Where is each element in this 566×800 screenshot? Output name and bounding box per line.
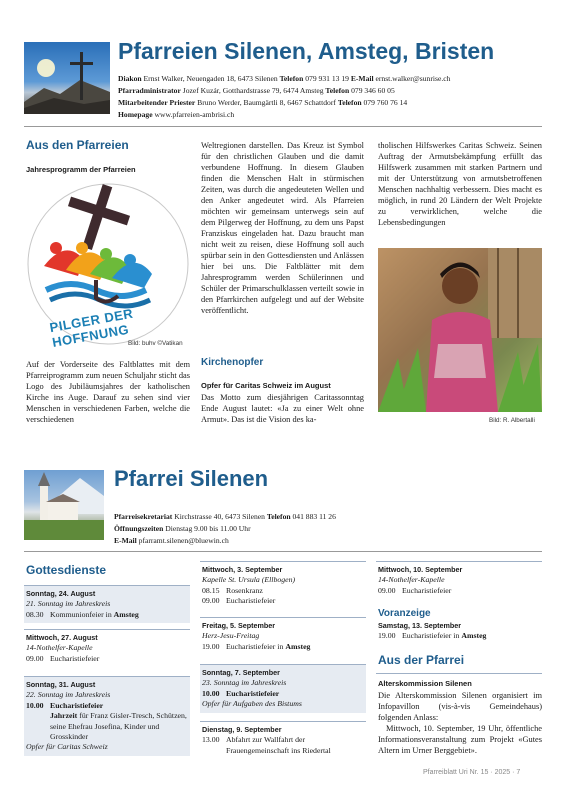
divider xyxy=(24,126,542,127)
page-footer: Pfarreiblatt Uri Nr. 15 · 2025 · 7 xyxy=(423,769,521,776)
logo-text: PILGER DER HOFFNUNG xyxy=(48,305,135,350)
page-title: Pfarreien Silenen, Amsteg, Bristen xyxy=(118,38,495,64)
text-col1: Auf der Vorderseite des Faltblattes mit dem Pfarreiprogramm zum neuen Schuljahr sticht das Logo des Jubiläumsjahres der katholischen Kirche ins Auge. Darauf zu sehen sind vier Menschen in verschiedenen Farben, welche die verschiedenen xyxy=(26,360,190,424)
contact-pfarradministrator: Pfarradministrator Jozef Kuzár, Gotthardstrasse 79, 6474 Amsteg Telefon 079 346 60 05 xyxy=(118,86,395,95)
section-title-silenen: Pfarrei Silenen xyxy=(114,466,269,491)
divider xyxy=(24,551,542,552)
service-entry: Samstag, 13. September 19.00 Eucharistiefeier in Amsteg xyxy=(378,621,487,641)
contact-email[interactable]: E-Mail pfarramt.silenen@bluewin.ch xyxy=(114,536,229,545)
cross-mountain-photo xyxy=(24,42,110,114)
service-entry: Mittwoch, 10. September 14-Nothelfer-Kapelle 09.00 Eucharistiefeier xyxy=(376,561,542,599)
section-heading-gottesdienste: Gottesdienste xyxy=(26,563,107,577)
contact-hours: Öffnungszeiten Dienstag 9.00 bis 11.00 Uhr xyxy=(114,524,251,533)
logo-credit: Bild: buhv ©Vatikan xyxy=(128,340,183,347)
contact-sekretariat: Pfarreisekretariat Kirchstrasse 40, 6473 Silenen Telefon 041 883 11 26 xyxy=(114,512,336,521)
section-heading-voranzeige: Voranzeige xyxy=(378,608,431,619)
woman-photo xyxy=(378,248,542,412)
section-heading-pfarreien: Aus den Pfarreien xyxy=(26,138,129,152)
text-kirchenopfer: Das Motto zum diesjährigen Caritassonntag Ende August lautet: «Ja zu einer Welt ohne Armut». Das ist die Vision des ka- xyxy=(201,393,364,424)
service-entry: Mittwoch, 27. August 14-Nothelfer-Kapelle 09.00 Eucharistiefeier xyxy=(24,629,190,667)
photo-credit: Bild: R. Albertalli xyxy=(489,417,535,424)
subheading-caritas: Opfer für Caritas Schweiz im August xyxy=(201,381,331,390)
section-heading-kirchenopfer: Kirchenopfer xyxy=(201,357,264,368)
contact-homepage[interactable]: Homepage www.pfarreien-ambrisi.ch xyxy=(118,110,235,119)
church-photo xyxy=(24,470,104,540)
text-alterskommission: Die Alterskommission Silenen organisiert im Infopavillon (vis-à-vis Gemeindehaus) folgenden Anlass: Mittwoch, 10. September, 19 Uhr, öffentliche Informationsveranstaltung zum Projekt «Gutes Altern im Urner Berggebiet». xyxy=(378,691,542,755)
service-entry: Freitag, 5. September Herz-Jesu-Freitag 19.00 Eucharistiefeier in Amsteg xyxy=(200,617,366,655)
subheading-jahresprogramm: Jahresprogramm der Pfarreien xyxy=(26,165,136,174)
contact-priester: Mitarbeitender Priester Bruno Werder, Baumgärtli 8, 6467 Schattdorf Telefon 079 760 76 14 xyxy=(118,98,408,107)
contact-diakon: Diakon Ernst Walker, Neuengaden 18, 6473 Silenen Telefon 079 931 13 19 E-Mail ernst.walker@sunrise.ch xyxy=(118,74,451,83)
service-entry: Mittwoch, 3. September Kapelle St. Ursula (Ellbogen) 08.15 Rosenkranz 09.00 Eucharistiefeier xyxy=(200,561,366,610)
service-entry: Sonntag, 24. August 21. Sonntag im Jahreskreis 08.30 Kommunionfeier in Amsteg xyxy=(24,585,190,623)
subheading-alterskommission: Alterskommission Silenen xyxy=(378,679,472,688)
divider xyxy=(376,673,542,674)
text-col3-cont: Dies macht es möglich, in rund 20 Ländern der Welt Projekte zu verwirklichen, welche die Lebensbedingungen xyxy=(378,185,542,227)
jubilee-logo xyxy=(26,178,190,348)
service-entry: Dienstag, 9. September 13.00 Abfahrt zur Wallfahrt der Frauengemeinschaft ins Riedertal xyxy=(200,721,366,759)
section-heading-aus-der-pfarrei: Aus der Pfarrei xyxy=(378,653,465,667)
text-col2: Weltregionen darstellen. Das Kreuz ist Symbol für den christlichen Glauben und die damit verbundene Hoffnung. In diesem Glauben finden die Menschen Halt in stürmischen Zeiten, was durch die angedeuteten Wellen und den Anker angedeutet wird. Als Pfarreien möchten wir gemeinsam unterwegs sein auf dem Pilgerweg der Hoffnung, zu dem uns Papst Franziskus eingeladen hat. Dazu braucht man nicht weit zu reisen, diese Hoffnung soll auch spürbar sein in den Gottesdiensten und Anlässen hier bei uns. Die Faltblätter mit dem Jahresprogramm werden Schülerinnen und Schüler der Primarschulklassen verteilt sowie in den Pfarrkirchen aufgelegt und auf der Website veröffentlicht. xyxy=(201,141,364,315)
service-entry: Sonntag, 7. September 23. Sonntag im Jahreskreis 10.00 Eucharistiefeier Opfer für Aufgaben des Bistums xyxy=(200,664,366,713)
text-col3: tholischen Hilfswerkes Caritas Schweiz. Seinen Auftrag der Armutsbekämpfung erfüllt das Hilfswerk zusammen mit starken Partnern und mit der Unterstützung von armutsbetroffenen Menschen nachhaltig verbessern. Dies macht es möglich, in rund 20 Ländern der Welt Projekte zu verwirklichen, welche die Lebensbedingungen xyxy=(378,141,542,227)
service-entry: Sonntag, 31. August 22. Sonntag im Jahreskreis 10.00 Eucharistiefeier Jahrzeit für Franz Gisler-Tresch, Schützen, seine Ehefrau Josefina, Kinder und Grosskinder Opfer für Caritas Schweiz xyxy=(24,676,190,756)
